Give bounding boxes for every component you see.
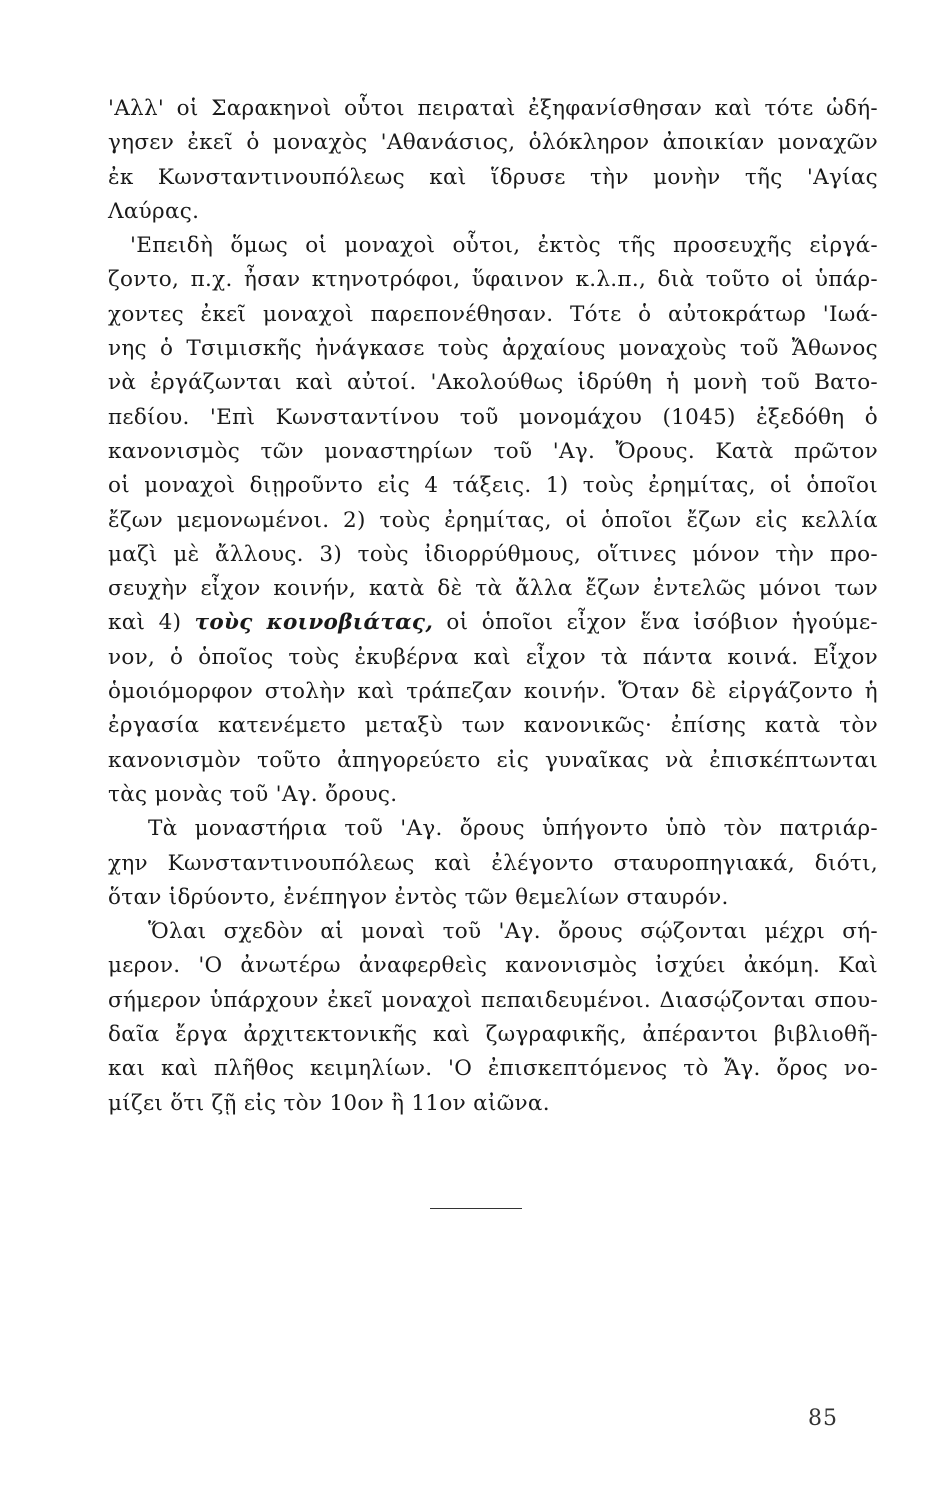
end-rule-divider [430, 1208, 522, 1209]
text-line: μερον. 'Ο ἀνωτέρω ἀναφερθεὶς κανονισμὸς ἰσχύει ἀκόμη. Καὶ [108, 953, 878, 979]
text-line: μαζὶ μὲ ἄλλους. 3) τοὺς ἰδιορρύθμους, οἵτινες μόνον τὴν προ- [108, 541, 878, 567]
text-line: χοντες ἐκεῖ μοναχοὶ παρεπονέθησαν. Τότε ὁ αὐτοκράτωρ 'Ιωά- [108, 301, 878, 327]
text-line: τὰς μονὰς τοῦ 'Αγ. ὄρους. [108, 781, 398, 807]
text-line: 'Επειδὴ ὅμως οἱ μοναχοὶ οὗτοι, ἐκτὸς τῆς προσευχῆς εἰργά- [130, 233, 878, 259]
body-text [108, 92, 878, 1121]
text-line: μίζει ὅτι ζῇ εἰς τὸν 10ον ἢ 11ον αἰῶνα. [108, 1090, 550, 1116]
text-line: οἱ μοναχοὶ διῃροῦντο εἰς 4 τάξεις. 1) τοὺς ἐρημίτας, οἱ ὁποῖοι [108, 473, 878, 499]
text-line: Λαύρας. [108, 198, 200, 224]
text-line: ζοντο, π.χ. ἦσαν κτηνοτρόφοι, ὕφαινον κ.λ.π., διὰ τοῦτο οἱ ὑπάρ- [108, 267, 878, 293]
text-line: και καὶ πλῆθος κειμηλίων. 'Ο ἐπισκεπτόμενος τὸ Ἄγ. ὄρος νο- [108, 1056, 878, 1082]
text-line: σευχὴν εἶχον κοινήν, κατὰ δὲ τὰ ἄλλα ἔζων ἐντελῶς μόνοι των [108, 576, 878, 602]
text-line: νὰ ἐργάζωνται καὶ αὐτοί. 'Ακολούθως ἱδρύθη ἡ μονὴ τοῦ Βατο- [108, 370, 878, 396]
line-segment: οἱ ὁποῖοι εἶχον ἕνα ἰσόβιον ἡγούμε- [433, 610, 878, 636]
text-line: Τὰ μοναστήρια τοῦ 'Αγ. ὄρους ὑπήγοντο ὑπὸ τὸν πατριάρ- [148, 816, 878, 842]
text-line: κανονισμὸν τοῦτο ἀπηγορεύετο εἰς γυναῖκας νὰ ἐπισκέπτωνται [108, 747, 878, 773]
text-line: ἐργασία κατενέμετο μεταξὺ των κανονικῶς· ἐπίσης κατὰ τὸν [108, 713, 878, 739]
text-line: νης ὁ Τσιμισκῆς ἠνάγκασε τοὺς ἀρχαίους μοναχοὺς τοῦ Ἄθωνος [108, 336, 878, 362]
text-line: κανονισμὸς τῶν μοναστηρίων τοῦ 'Αγ. Ὄρους. Κατὰ πρῶτον [108, 438, 878, 464]
text-line: ὁμοιόμορφον στολὴν καὶ τράπεζαν κοινήν. Ὅταν δὲ εἰργάζοντο ἡ [108, 679, 878, 705]
text-line: ἐκ Κωνσταντινουπόλεως καὶ ἵδρυσε τὴν μονὴν τῆς 'Αγίας [108, 164, 878, 190]
line-segment: καὶ 4) [108, 610, 195, 636]
text-line: δαῖα ἔργα ἀρχιτεκτονικῆς καὶ ζωγραφικῆς, ἀπέραντοι βιβλιοθῆ- [108, 1022, 878, 1048]
text-line: χην Κωνσταντινουπόλεως καὶ ἐλέγοντο σταυροπηγιακά, διότι, [108, 850, 878, 876]
text-line: 'Αλλ' οἱ Σαρακηνοὶ οὗτοι πειραταὶ ἐξηφανίσθησαν καὶ τότε ὡδή- [108, 96, 878, 121]
text-line: πεδίου. 'Επὶ Κωνσταντίνου τοῦ μονομάχου (1045) ἐξεδόθη ὁ [108, 404, 878, 430]
text-line-with-emphasis [108, 606, 878, 640]
text-line: νον, ὁ ὁποῖος τοὺς ἐκυβέρνα καὶ εἶχον τὰ πάντα κοινά. Εἶχον [108, 644, 878, 670]
emphasized-term: τοὺς κοινοβιάτας, [194, 610, 434, 636]
text-line: σήμερον ὑπάρχουν ἐκεῖ μοναχοὶ πεπαιδευμένοι. Διασῴζονται σπου- [108, 987, 878, 1013]
text-line: ἔζων μεμονωμένοι. 2) τοὺς ἐρημίτας, οἱ ὁποῖοι ἔζων εἰς κελλία [108, 507, 878, 533]
text-line: ὅταν ἱδρύοντο, ἐνέπηγον ἐντὸς τῶν θεμελίων σταυρόν. [108, 884, 729, 910]
text-line: γησεν ἐκεῖ ὁ μοναχὸς 'Αθανάσιος, ὁλόκληρον ἀποικίαν μοναχῶν [108, 130, 878, 156]
text-line: Ὅλαι σχεδὸν αἱ μοναὶ τοῦ 'Αγ. ὄρους σῴζονται μέχρι σή- [148, 919, 878, 945]
page-number: 85 [808, 1406, 838, 1431]
